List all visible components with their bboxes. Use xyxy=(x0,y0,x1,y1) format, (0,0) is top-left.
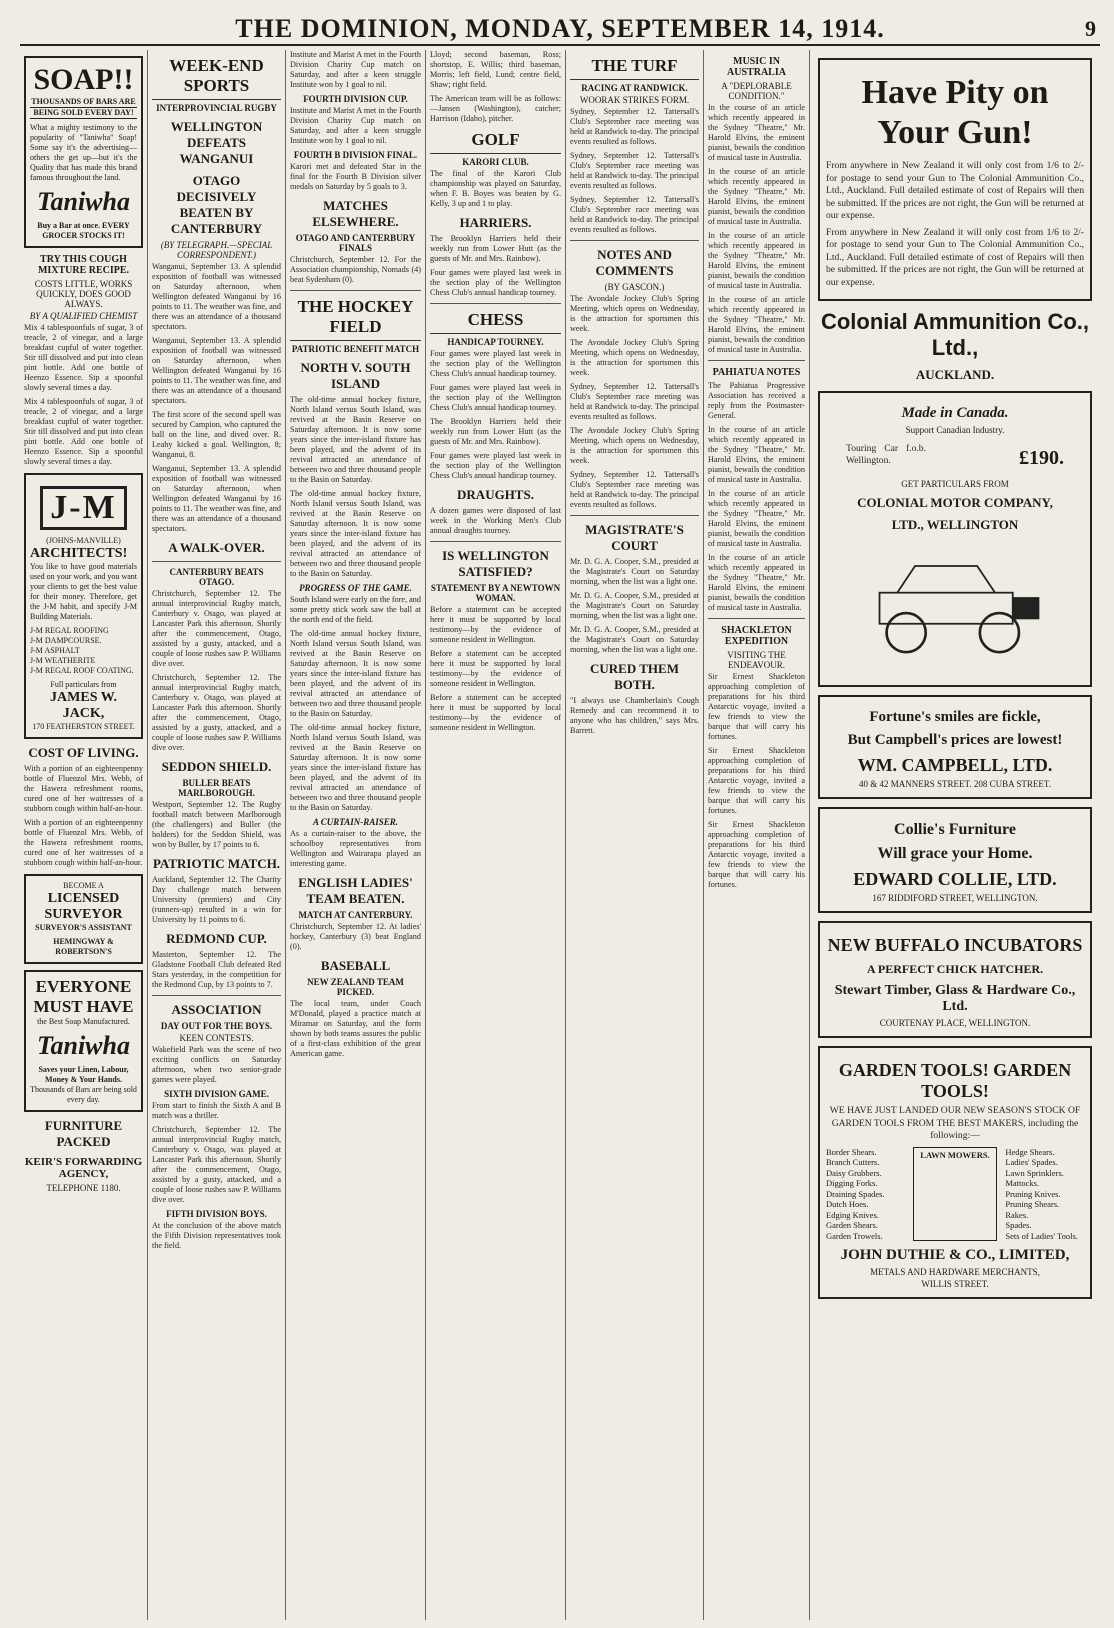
divider xyxy=(430,303,561,304)
page-number: 9 xyxy=(1085,16,1096,41)
seddon-heading: SEDDON SHIELD. xyxy=(161,759,272,774)
satisfied-p1c: Before a statement can be accepted here it must be supported by local testimony—by the evidence of someone resident in Wellington. xyxy=(430,693,561,732)
shackleton-p1b: Sir Ernest Shackleton approaching completion of preparations for his third Antarctic voyage, invited a few friends to view the barque that will carry his fortunes. xyxy=(708,746,805,815)
colonial-auckland: AUCKLAND. xyxy=(915,367,995,382)
colonial-motor: COLONIAL MOTOR COMPANY, xyxy=(857,495,1053,510)
progress-heading: PROGRESS OF THE GAME. xyxy=(299,583,412,593)
campbell-prices: But Campbell's prices are lowest! xyxy=(847,732,1063,748)
sports-p2: The first score of the second spell was secured by Campion, who captured the ball on the line, and dived over. R. Leahy kicked a goal. Wellington, 8; Wanganui, 8. xyxy=(152,410,281,459)
woorak-heading: WOORAK STRIKES FORM. xyxy=(579,95,690,105)
jm-product-5: J-M REGAL ROOF COATING. xyxy=(30,666,134,675)
english-heading: ENGLISH LADIES' TEAM BEATEN. xyxy=(298,875,413,906)
notes-p1c: Sydney, September 12. Tattersall's Club's September race meeting was held at Randwick to-day. The principal events resulted as follows. xyxy=(570,382,699,421)
sports-p7: Wakefield Park was the scene of two exciting conflicts on Saturday afternoon, when two senior-grade games were played. xyxy=(152,1045,281,1084)
hockey-p4b: The old-time annual hockey fixture, North Island versus South Island, was revived at the Basin Reserve on Saturday afternoon. It is now some years since the inter-island fixture has been played, and the advent of its revival attracted an attendance of between two and three thousand people to the Basin on Saturday. xyxy=(290,489,421,578)
pahiatua-p1b: In the course of an article which recently appeared in the Sydney "Theatre," Mr. Harold Elvins, the eminent pianist, bewails the condition of musical taste in Australia. xyxy=(708,425,805,484)
sports-p1: Wanganui, September 13. A splendid exposition of football was witnessed on Saturday afternoon, when Wellington defeated Wanganui by 16 points to 11. The weather was fine, and there was an attendance of a thousand spectators. xyxy=(152,262,281,331)
notes-p1b: The Avondale Jockey Club's Spring Meeting, which opens on Wednesday, is the attraction for sportsmen this week. xyxy=(570,338,699,377)
hockey-p1: Institute and Marist A met in the Fourth Division Charity Cup match on Saturday, and after a keen struggle Institute won by 1 goal to nil. xyxy=(290,106,421,145)
column-ads-right xyxy=(810,50,1100,1620)
tool-item: Hedge Shears. xyxy=(1005,1146,1055,1157)
jm-product-4: J-M WEATHERITE xyxy=(30,656,96,665)
baseball-heading: BASEBALL xyxy=(320,958,391,973)
chess-p1b: Four games were played last week in the section play of the Wellington Chess Club's annual handicap tourney. xyxy=(430,383,561,412)
surveyor-footer: HEMINGWAY & ROBERTSON'S xyxy=(53,937,114,956)
music-p1b: In the course of an article which recently appeared in the Sydney "Theatre," Mr. Harold Elvins, the eminent pianist, bewails the condition of musical taste in Australia. xyxy=(708,167,805,226)
dayout-heading: DAY OUT FOR THE BOYS. xyxy=(160,1021,273,1031)
chick-hatcher: A PERFECT CHICK HATCHER. xyxy=(866,962,1044,976)
hockey-lead: Institute and Marist A met in the Fourth Division Charity Cup match on Saturday, and after a keen struggle Institute won by 1 goal to nil. xyxy=(290,50,421,89)
sports-p1b: Wanganui, September 13. A splendid exposition of football was witnessed on Saturday afternoon, when Wellington defeated Wanganui by 16 points to 11. The weather was fine, and there was an attendance of a thousand spectators. xyxy=(152,336,281,405)
everyone-text: Saves your Linen, Labour, Money & Your Hands. xyxy=(38,1065,129,1084)
pity-text: From anywhere in New Zealand it will only cost from 1/6 to 2/- for postage to send your Gun to The Colonial Ammunition Co., Ltd., Auckland. Full detailed estimate of cost of Repairs will then be submitted. If the prices are not right, the Gun will be returned at our expense. xyxy=(826,160,1084,221)
harriers-heading: HARRIERS. xyxy=(459,215,532,230)
courtenay-place: COURTENAY PLACE, WELLINGTON. xyxy=(879,1018,1031,1028)
colonial-motor-2: LTD., WELLINGTON xyxy=(891,517,1019,532)
surveyor-line1: BECOME A xyxy=(63,881,104,890)
otago-finals: OTAGO AND CANTERBURY FINALS xyxy=(295,233,416,253)
endeavour-heading: VISITING THE ENDEAVOUR. xyxy=(727,650,786,670)
cough-sub: COSTS LITTLE, WORKS QUICKLY, DOES GOOD ALWAYS. xyxy=(34,279,133,309)
sixth-heading: SIXTH DIVISION GAME. xyxy=(164,1089,269,1099)
chess-p1d: Four games were played last week in the section play of the Wellington Chess Club's annual handicap tourney. xyxy=(430,451,561,480)
tool-item: Digging Forks. xyxy=(826,1178,878,1188)
patriotic-heading: PATRIOTIC MATCH. xyxy=(152,856,281,871)
column-golf-chess xyxy=(426,50,566,1620)
hockey-header: THE HOCKEY FIELD xyxy=(290,297,421,341)
notes-p1e: Sydney, September 12. Tattersall's Club's September race meeting was held at Randwick to-day. The principal events resulted as follows. xyxy=(570,470,699,509)
cough-byline: BY A QUALIFIED CHEMIST xyxy=(29,311,138,321)
pahiatua-heading: PAHIATUA NOTES xyxy=(712,367,801,378)
car-price: £190. xyxy=(1019,447,1064,469)
campbell-ad xyxy=(818,695,1092,799)
magistrate-heading: MAGISTRATE'S COURT xyxy=(585,522,684,553)
hockey-p3: Christchurch, September 12. For the Association championship, Nomads (4) beat Sydenham (0). xyxy=(290,255,421,284)
shackleton-p1: Sir Ernest Shackleton approaching completion of preparations for his third Antarctic voyage, invited a few friends to view the barque that will carry his fortunes. xyxy=(708,672,805,741)
hockey-p5b: The old-time annual hockey fixture, North Island versus South Island, was revived at the Basin Reserve on Saturday afternoon. It is now some years since the inter-island fixture has been played, and the advent of its revival attracted an attendance of between two and three thousand people to the Basin on Saturday. xyxy=(290,629,421,718)
tool-item: Edging Knives. xyxy=(826,1209,879,1220)
hockey-p7: Christchurch, September 12. At ladies' hockey, Canterbury (3) beat England (0). xyxy=(290,922,421,951)
jm-product-3: J-M ASPHALT xyxy=(30,646,80,655)
shackleton-heading: SHACKLETON EXPEDITION xyxy=(721,625,792,647)
magistrate-p1: Mr. D. G. A. Cooper, S.M., presided at the Magistrate's Court on Saturday morning, when the list was a light one. xyxy=(570,557,699,586)
turf-p1: Sydney, September 12. Tattersall's Club's September race meeting was held at Randwick to-day. The principal events resulted as follows. xyxy=(570,107,699,146)
buller-heading: BULLER BEATS MARLBOROUGH. xyxy=(178,778,255,798)
harriers-p1b: Four games were played last week in the section play of the Wellington Chess Club's annual handicap tourney. xyxy=(430,268,561,297)
everyone-line3: the Best Soap Manufactured. xyxy=(37,1017,130,1026)
sports-byline: (BY TELEGRAPH.—SPECIAL CORRESPONDENT.) xyxy=(160,240,273,260)
divider xyxy=(708,618,805,619)
notes-byline: (BY GASCON.) xyxy=(604,282,665,292)
walkover-heading: A WALK-OVER. xyxy=(168,540,265,555)
tool-item: Rakes. xyxy=(1005,1209,1029,1220)
garden-heading: GARDEN TOOLS! GARDEN TOOLS! xyxy=(838,1060,1072,1101)
everyone-ad xyxy=(24,970,143,1112)
jm-heading: ARCHITECTS! xyxy=(30,546,128,561)
hockey-p8: The local team, under Coach M'Donald, played a practice match at Miramar on Saturday, and the form shown by both teams assures the public of a first-class exhibition of the great American game. xyxy=(290,999,421,1058)
magistrate-p1c: Mr. D. G. A. Cooper, S.M., presided at the Magistrate's Court on Saturday morning, when the list was a light one. xyxy=(570,625,699,654)
canterbury-match: MATCH AT CANTERBURY. xyxy=(298,910,413,920)
sports-p2b: Wanganui, September 13. A splendid exposition of football was witnessed on Saturday afternoon, when Wellington defeated Wanganui by 16 points to 11. The weather was fine, and there was an attendance of a thousand spectators. xyxy=(152,464,281,533)
tool-item: Ladies' Spades. xyxy=(1005,1157,1058,1167)
cost-text-2: With a portion of an eighteenpenny bottle of Fluenzol Mrs. Webb, of the Hawera refreshment rooms, cured one of her waitresses of a stubborn cough within half-an-hour. xyxy=(24,818,143,867)
chess-p1: Four games were played last week in the section play of the Wellington Chess Club's annual handicap tourney. xyxy=(430,349,561,378)
tool-item: Sets of Ladies' Tools. xyxy=(1005,1230,1078,1241)
cough-text-repeat: Mix 4 tablespoonfuls of sugar, 3 of treacle, 2 of vinegar, and a large breakfast cupful of water together. Stir till dissolved and put into clean pint bottle. Add one bottle of Heenzo Essence. Sip a spoonful slowly several times a day. xyxy=(24,397,143,466)
divider xyxy=(152,995,281,996)
tools-list xyxy=(826,1147,1084,1242)
divider xyxy=(570,515,699,516)
newspaper-title: THE DOMINION, MONDAY, SEPTEMBER 14, 1914. xyxy=(235,14,885,43)
benefit-heading: PATRIOTIC BENEFIT MATCH xyxy=(291,344,420,354)
tool-item: Border Shears. xyxy=(826,1146,877,1157)
collie-home: Will grace your Home. xyxy=(877,845,1033,862)
shackleton-p1c: Sir Ernest Shackleton approaching completion of preparations for his third Antarctic voyage, invited a few friends to view the barque that will carry his fortunes. xyxy=(708,820,805,889)
turf-header: THE TURF xyxy=(570,56,699,80)
tool-item: Garden Trowels. xyxy=(826,1230,883,1241)
cough-heading: TRY THIS COUGH MIXTURE RECIPE. xyxy=(37,254,130,276)
satisfied-p1b: Before a statement can be accepted here it must be supported by local testimony—by the evidence of someone resident in Wellington. xyxy=(430,649,561,688)
pahiatua-p1d: In the course of an article which recently appeared in the Sydney "Theatre," Mr. Harold Elvins, the eminent pianist, bewails the condition of musical taste in Australia. xyxy=(708,553,805,612)
handicap-heading: HANDICAP TOURNEY. xyxy=(447,337,544,347)
surveyor-line2: LICENSED SURVEYOR xyxy=(44,891,123,922)
touring-car: Touring Car f.o.b. Wellington. xyxy=(846,442,926,466)
golf-header: GOLF xyxy=(430,130,561,154)
chess-p1c: The Brooklyn Harriers held their weekly run from Lower Hutt (as the guests of Mr. and Mrs. Rainbow). xyxy=(430,417,561,446)
sports-p3: Christchurch, September 12. The annual interprovincial Rugby match, Canterbury v. Otago, was played at Lancaster Park this afternoon. Shortly after the commencement, Otago, assisted by a gusty, attacked, and a couple of loose rushes saw P. Williams dive over. xyxy=(152,589,281,668)
duthie-line2: METALS AND HARDWARE MERCHANTS, xyxy=(870,1267,1040,1277)
car-ad xyxy=(818,391,1092,687)
pity-text-2: From anywhere in New Zealand it will only cost from 1/6 to 2/- for postage to send your Gun to The Colonial Ammunition Co., Ltd., Auckland. Full detailed estimate of cost of Repairs will then be submitted. If the prices are not right, the Gun will be returned at our expense. xyxy=(826,226,1084,288)
tool-item: Garden Shears. xyxy=(826,1220,878,1230)
collie-address: 167 RIDDIFORD STREET, WELLINGTON. xyxy=(872,893,1038,903)
sports-p3b: Christchurch, September 12. The annual interprovincial Rugby match, Canterbury v. Otago, was played at Lancaster Park this afternoon. Shortly after the commencement, Otago, assisted by a gusty, attacked, and a couple of loose rushes saw P. Williams dive over. xyxy=(152,673,281,752)
column-music xyxy=(704,50,810,1620)
canterbury-heading: CANTERBURY BEATS OTAGO. xyxy=(169,567,264,587)
sports-header: WEEK-END SPORTS xyxy=(152,56,281,100)
baseball-cont-2: The American team will be as follows:—Jansen (Washington), catcher; Harrison (Idaho), pitcher. xyxy=(430,94,561,123)
jm-agent: JAMES W. JACK, xyxy=(50,690,117,721)
tool-item: Pruning Knives. xyxy=(1005,1188,1061,1199)
cough-text: Mix 4 tablespoonfuls of sugar, 3 of treacle, 2 of vinegar, and a large breakfast cupful of water together. Stir till dissolved and put into clean pint bottle. Add one bottle of Heenzo Essence. Sip a spoonful slowly several times a day. xyxy=(24,323,143,392)
jm-address: 170 FEATHERSTON STREET. xyxy=(32,722,135,731)
sports-p4: Westport, September 12. The Rugby football match between Marlborough (the challengers) and Buller (the holders) for the Seddon Shield, was won by Buller, by 17 points to 6. xyxy=(152,800,281,849)
fifth-heading: FIFTH DIVISION BOYS. xyxy=(166,1209,267,1219)
jm-product-1: J-M REGAL ROOFING xyxy=(30,626,109,635)
incubators-heading: NEW BUFFALO INCUBATORS xyxy=(827,935,1083,955)
fourth-heading: FOURTH DIVISION CUP. xyxy=(303,94,408,104)
taniwha-logo-2: Taniwha xyxy=(37,1031,130,1060)
hockey-p5c: The old-time annual hockey fixture, North Island versus South Island, was revived at the Basin Reserve on Saturday afternoon. It is now some years since the inter-island fixture has been played, and the advent of its revival attracted an attendance of between two and three thousand people to the Basin on Saturday. xyxy=(290,723,421,812)
curtain-heading: A CURTAIN-RAISER. xyxy=(312,817,399,827)
randwick-heading: RACING AT RANDWICK. xyxy=(581,83,688,93)
notes-heading: NOTES AND COMMENTS xyxy=(595,247,674,278)
incubator-ad xyxy=(818,921,1092,1038)
sports-p5: Auckland, September 12. The Charity Day challenge match between University (premiers) and City (runners-up) resulted in a win for University by 11 points to 6. xyxy=(152,875,281,924)
jm-name: (JOHNS-MANVILLE) xyxy=(46,536,121,545)
deplorable-heading: A "DEPLORABLE CONDITION." xyxy=(721,81,792,101)
music-p1: In the course of an article which recently appeared in the Sydney "Theatre," Mr. Harold Elvins, the eminent pianist, bewails the condition of musical taste in Australia. xyxy=(708,103,805,162)
magistrate-p1b: Mr. D. G. A. Cooper, S.M., presided at the Magistrate's Court on Saturday morning, when the list was a light one. xyxy=(570,591,699,620)
divider xyxy=(290,290,421,291)
collie-ad xyxy=(818,807,1092,913)
pahiatua-p1: The Pahiatua Progressive Association has received a reply from the Postmaster-General. xyxy=(708,381,805,420)
surveyor-line3: SURVEYOR'S ASSISTANT xyxy=(35,923,132,932)
tool-item: Spades. xyxy=(1005,1220,1032,1230)
tool-item: Daisy Grubbers. xyxy=(826,1167,882,1178)
divider xyxy=(152,561,281,562)
jm-text: You like to have good materials used on your work, and you want your clients to get the best value for their money. Therefore, get the J-M habit, and specify J-M Building Materials. xyxy=(30,562,137,621)
everyone-line2: MUST HAVE xyxy=(33,997,134,1016)
soap-footer: Buy a Bar at once. EVERY GROCER STOCKS IT! xyxy=(37,221,130,240)
karori-heading: KARORI CLUB. xyxy=(462,157,529,167)
pity-line1: Have Pity on xyxy=(861,74,1049,111)
hockey-p6: As a curtain-raiser to the above, the schoolboy representatives from Wellington and Wairarapa played an interesting game. xyxy=(290,829,421,868)
tool-item: Branch Cutters. xyxy=(826,1157,880,1167)
sports-p6: Masterton, September 12. The Gladstone Football Club defeated Red Stars yesterday, in the competition for the Redmond Cup, by 13 points to 7. xyxy=(152,950,281,989)
soap-text: What a mighty testimony to the popularity of "Taniwha" Soap! Some say it's the advertising—others the get up—but it's the Quality that has made this brand famous throughout the land. xyxy=(30,123,137,182)
colonial-ammunition-name: Colonial Ammunition Co., Ltd., xyxy=(820,309,1090,360)
hockey-p2: Karori met and defeated Star in the final for the Fourth B Division silver medals on Saturday by 5 goals to 3. xyxy=(290,162,421,191)
pity-line2: Your Gun! xyxy=(877,114,1033,151)
soap-title: SOAP!! xyxy=(33,63,134,96)
gun-ad xyxy=(818,58,1092,301)
draughts-p1: A dozen games were disposed of last week in the Working Men's Club annual draughts tourney. xyxy=(430,506,561,535)
column-turf xyxy=(566,50,704,1620)
satisfied-heading: IS WELLINGTON SATISFIED? xyxy=(442,548,549,579)
soap-sub2: BEING SOLD EVERY DAY! xyxy=(30,107,137,119)
cured-p1: "I always use Chamberlain's Cough Remedy and can recommend it to anyone who has children," says Mrs. Barrett. xyxy=(570,696,699,735)
wellington-headline: WELLINGTON DEFEATS WANGANUI xyxy=(170,119,263,166)
tool-item: Mattocks. xyxy=(1005,1178,1040,1188)
soap-ad xyxy=(24,56,143,248)
surveyor-ad xyxy=(24,874,143,964)
sports-p8: From start to finish the Sixth A and B match was a thriller. xyxy=(152,1101,281,1120)
satisfied-p1: Before a statement can be accepted here it must be supported by local testimony—by the evidence of someone resident in Wellington. xyxy=(430,605,561,644)
turf-p1c: Sydney, September 12. Tattersall's Club's September race meeting was held at Randwick to-day. The principal events resulted as follows. xyxy=(570,195,699,234)
campbell-address: 40 & 42 MANNERS STREET. 208 CUBA STREET. xyxy=(859,779,1051,789)
rugby-subhead: INTERPROVINCIAL RUGBY xyxy=(156,103,277,113)
harriers-p1: The Brooklyn Harriers held their weekly run from Lower Hutt (as the guests of Mr. and Mrs. Rainbow). xyxy=(430,234,561,263)
redmond-heading: REDMOND CUP. xyxy=(166,931,267,946)
elsewhere-heading: MATCHES ELSEWHERE. xyxy=(312,198,399,229)
lawn-mowers-heading: LAWN MOWERS. xyxy=(920,1149,990,1160)
taniwha-logo: Taniwha xyxy=(37,187,130,216)
cost-heading: COST OF LIVING. xyxy=(28,745,139,760)
notes-p1d: The Avondale Jockey Club's Spring Meeting, which opens on Wednesday, is the attraction for sportsmen this week. xyxy=(570,426,699,465)
tool-item: Draining Spades. xyxy=(826,1188,885,1199)
hockey-p4: The old-time annual hockey fixture, North Island versus South Island, was revived at the Basin Reserve on Saturday afternoon. It is now some years since the inter-island fixture has been played, and the advent of its revival attracted an attendance of between two and three thousand people to the Basin on Saturday. xyxy=(290,395,421,484)
music-p1c: In the course of an article which recently appeared in the Sydney "Theatre," Mr. Harold Elvins, the eminent pianist, bewails the condition of musical taste in Australia. xyxy=(708,231,805,290)
touring-car-illustration xyxy=(844,541,1066,671)
cost-text: With a portion of an eighteenpenny bottle of Fluenzol Mrs. Webb, of the Hawera refreshment rooms, cured one of her waitresses of a stubborn cough within half-an-hour. xyxy=(24,764,143,813)
tool-item: Dutch Hoes. xyxy=(826,1199,869,1209)
fortune-line: Fortune's smiles are fickle, xyxy=(869,709,1041,725)
pahiatua-p1c: In the course of an article which recently appeared in the Sydney "Theatre," Mr. Harold Elvins, the eminent pianist, bewails the condition of musical taste in Australia. xyxy=(708,489,805,548)
divider xyxy=(430,541,561,542)
campbell-name: WM. CAMPBELL, LTD. xyxy=(857,755,1053,775)
keir-agency: KEIR'S FORWARDING AGENCY, xyxy=(24,1156,143,1180)
music-p1d: In the course of an article which recently appeared in the Sydney "Theatre," Mr. Harold Elvins, the eminent pianist, bewails the condition of musical taste in Australia. xyxy=(708,295,805,354)
column-ads-left xyxy=(20,50,148,1620)
sports-p9: At the conclusion of the above match the Fifth Division representatives took the field. xyxy=(152,1221,281,1250)
jm-logo: J-M xyxy=(40,486,127,530)
association-heading: ASSOCIATION xyxy=(171,1002,262,1017)
north-south-heading: NORTH V. SOUTH ISLAND xyxy=(300,360,411,391)
cured-heading: CURED THEM BOTH. xyxy=(590,661,679,692)
turf-p1b: Sydney, September 12. Tattersall's Club's September race meeting was held at Randwick to-day. The principal events resulted as follows. xyxy=(570,151,699,190)
keir-phone: TELEPHONE 1180. xyxy=(46,1183,121,1193)
made-in-canada: Made in Canada. xyxy=(901,405,1009,421)
everyone-footer: Thousands of Bars are being sold every day. xyxy=(30,1085,137,1104)
tool-item: Lawn Sprinklers. xyxy=(1005,1167,1064,1178)
stewart-timber: Stewart Timber, Glass & Hardware Co., Ltd. xyxy=(834,983,1076,1014)
jm-footer: Full particulars from xyxy=(50,680,117,689)
collie-furniture: Collie's Furniture xyxy=(894,821,1016,838)
golf-p1: The final of the Karori Club championship was played on Saturday, when F. B. Boyes was beaten by G. Kelly, 3 up and 1 to play. xyxy=(430,169,561,208)
collie-name: EDWARD COLLIE, LTD. xyxy=(853,869,1057,889)
chess-header: CHESS xyxy=(430,310,561,334)
music-heading: MUSIC IN AUSTRALIA xyxy=(727,56,786,78)
duthie-willis: WILLIS STREET. xyxy=(921,1279,989,1289)
column-hockey xyxy=(286,50,426,1620)
nz-team-heading: NEW ZEALAND TEAM PICKED. xyxy=(307,977,404,997)
jm-product-2: J-M DAMPCOURSE. xyxy=(30,636,102,645)
draughts-heading: DRAUGHTS. xyxy=(457,487,534,502)
particulars: GET PARTICULARS FROM xyxy=(901,479,1009,489)
masthead xyxy=(20,8,1100,46)
statement-heading: STATEMENT BY A NEWTOWN WOMAN. xyxy=(430,583,561,603)
everyone-line1: EVERYONE xyxy=(35,977,132,996)
notes-p1: The Avondale Jockey Club's Spring Meeting, which opens on Wednesday, is the attraction for sportsmen this week. xyxy=(570,294,699,333)
divider xyxy=(570,240,699,241)
sports-p8b: Christchurch, September 12. The annual interprovincial Rugby match, Canterbury v. Otago, was played at Lancaster Park this afternoon. Shortly after the commencement, Otago, assisted by a gusty, attacked, and a couple of loose rushes saw P. Williams dive over. xyxy=(152,1125,281,1204)
jm-ad xyxy=(24,473,143,739)
support-canadian: Support Canadian Industry. xyxy=(905,425,1005,435)
hockey-p5: South Island were early on the fore, and some pretty stick work saw the ball at the north end of the field. xyxy=(290,595,421,624)
garden-ad xyxy=(818,1046,1092,1299)
garden-text: WE HAVE JUST LANDED OUR NEW SEASON'S STOCK OF GARDEN TOOLS FROM THE BEST MAKERS, including the following:— xyxy=(829,1105,1081,1141)
divider xyxy=(708,360,805,361)
column-sports xyxy=(148,50,286,1620)
keen-heading: KEEN CONTESTS. xyxy=(179,1033,254,1043)
otago-headline: OTAGO DECISIVELY BEATEN BY CANTERBURY xyxy=(170,173,263,236)
soap-sub1: THOUSANDS OF BARS ARE xyxy=(31,97,136,106)
baseball-cont: Lloyd; second baseman, Ross; shortstop, E. Willis; third baseman, Morris; left field, Lund; centre field, Shaw; right field. xyxy=(430,50,561,89)
duthie-name: JOHN DUTHIE & CO., LIMITED, xyxy=(840,1247,1070,1263)
fourth-final-heading: FOURTH B DIVISION FINAL. xyxy=(293,150,418,160)
furniture-heading: FURNITURE PACKED xyxy=(44,1118,123,1149)
tool-item: Pruning Shears. xyxy=(1005,1199,1060,1209)
